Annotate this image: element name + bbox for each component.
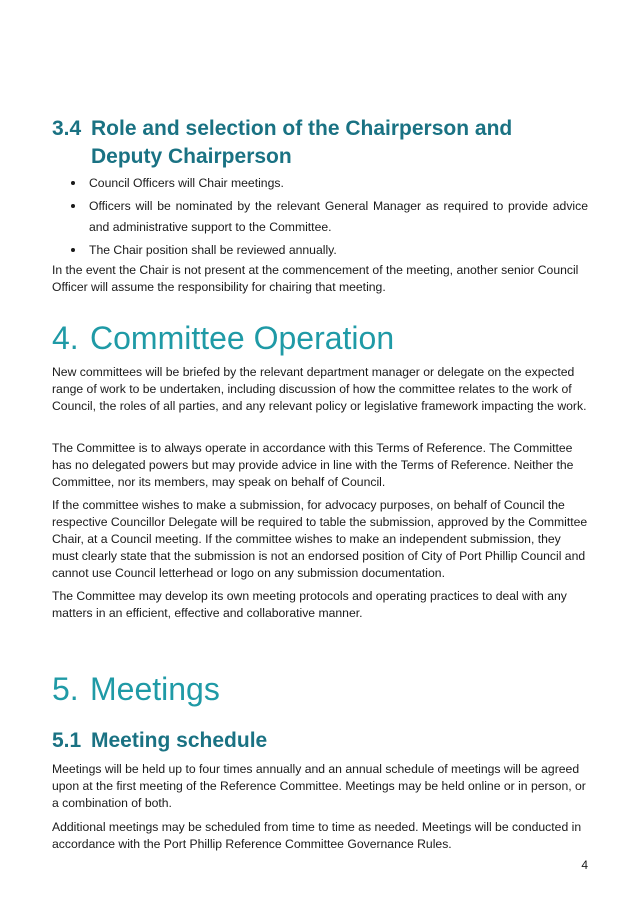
page-number: 4 (581, 858, 588, 872)
bullet-icon (71, 248, 75, 252)
paragraph: New committees will be briefed by the relevant department manager or delegate on the expected range of work to be undertaken, including discussion of how the committee relates to the work of Council, the roles of all parties, and any relevant policy or legislative framework impacting the work. (52, 365, 587, 413)
heading-5 (52, 671, 220, 707)
paragraph: The Committee is to always operate in accordance with this Terms of Reference. The Committee has no delegated powers but may provide advice in line with the Terms of Reference. Neither the Committee, nor its members, may speak on behalf of Council. (52, 441, 574, 489)
paragraph: Meetings will be held up to four times annually and an annual schedule of meetings will be agreed upon at the first meeting of the Reference Committee. Meetings may be held online or in person, or a combination of both. (52, 762, 586, 810)
heading-number: 3.4 (52, 117, 82, 140)
paragraph: Additional meetings may be scheduled from time to time as needed. Meetings will be conducted in accordance with the Port Phillip Reference Committee Governance Rules. (52, 820, 582, 851)
paragraph: In the event the Chair is not present at the commencement of the meeting, another senior Council Officer will assume the responsibility for chairing that meeting. (52, 263, 579, 294)
heading-title: Role and selection of the Chairperson and Deputy Chairperson (91, 117, 513, 168)
paragraph: The Committee may develop its own meeting protocols and operating practices to deal with any matters in an efficient, effective and collaborative manner. (52, 589, 567, 620)
heading-number: 5. (52, 671, 79, 707)
bullet-icon (71, 181, 75, 185)
bullet-icon (71, 204, 75, 208)
chair-bullet-list (52, 173, 588, 263)
heading-5-1 (52, 727, 561, 755)
heading-number: 5.1 (52, 729, 82, 752)
paragraph: If the committee wishes to make a submission, for advocacy purposes, on behalf of Council the respective Councillor Delegate will be required to table the submission, approved by the Committee Chair, at a Council meeting. If the committee wishes to make an independent submission, they must clearly state that the submission is not an endorsed position of City of Port Phillip Council and cannot use Council letterhead or logo on any submission documentation. (52, 498, 588, 580)
heading-number: 4. (52, 320, 79, 356)
list-item: Council Officers will Chair meetings. (52, 173, 588, 194)
list-item: The Chair position shall be reviewed annually. (52, 240, 588, 261)
heading-3-4 (52, 115, 561, 171)
heading-4 (52, 320, 394, 356)
heading-title: Meetings (90, 671, 220, 707)
heading-title: Meeting schedule (91, 729, 268, 752)
heading-title: Committee Operation (90, 320, 395, 356)
list-item: Officers will be nominated by the relevant General Manager as required to provide advice and administrative support to the Committee. (52, 196, 588, 238)
